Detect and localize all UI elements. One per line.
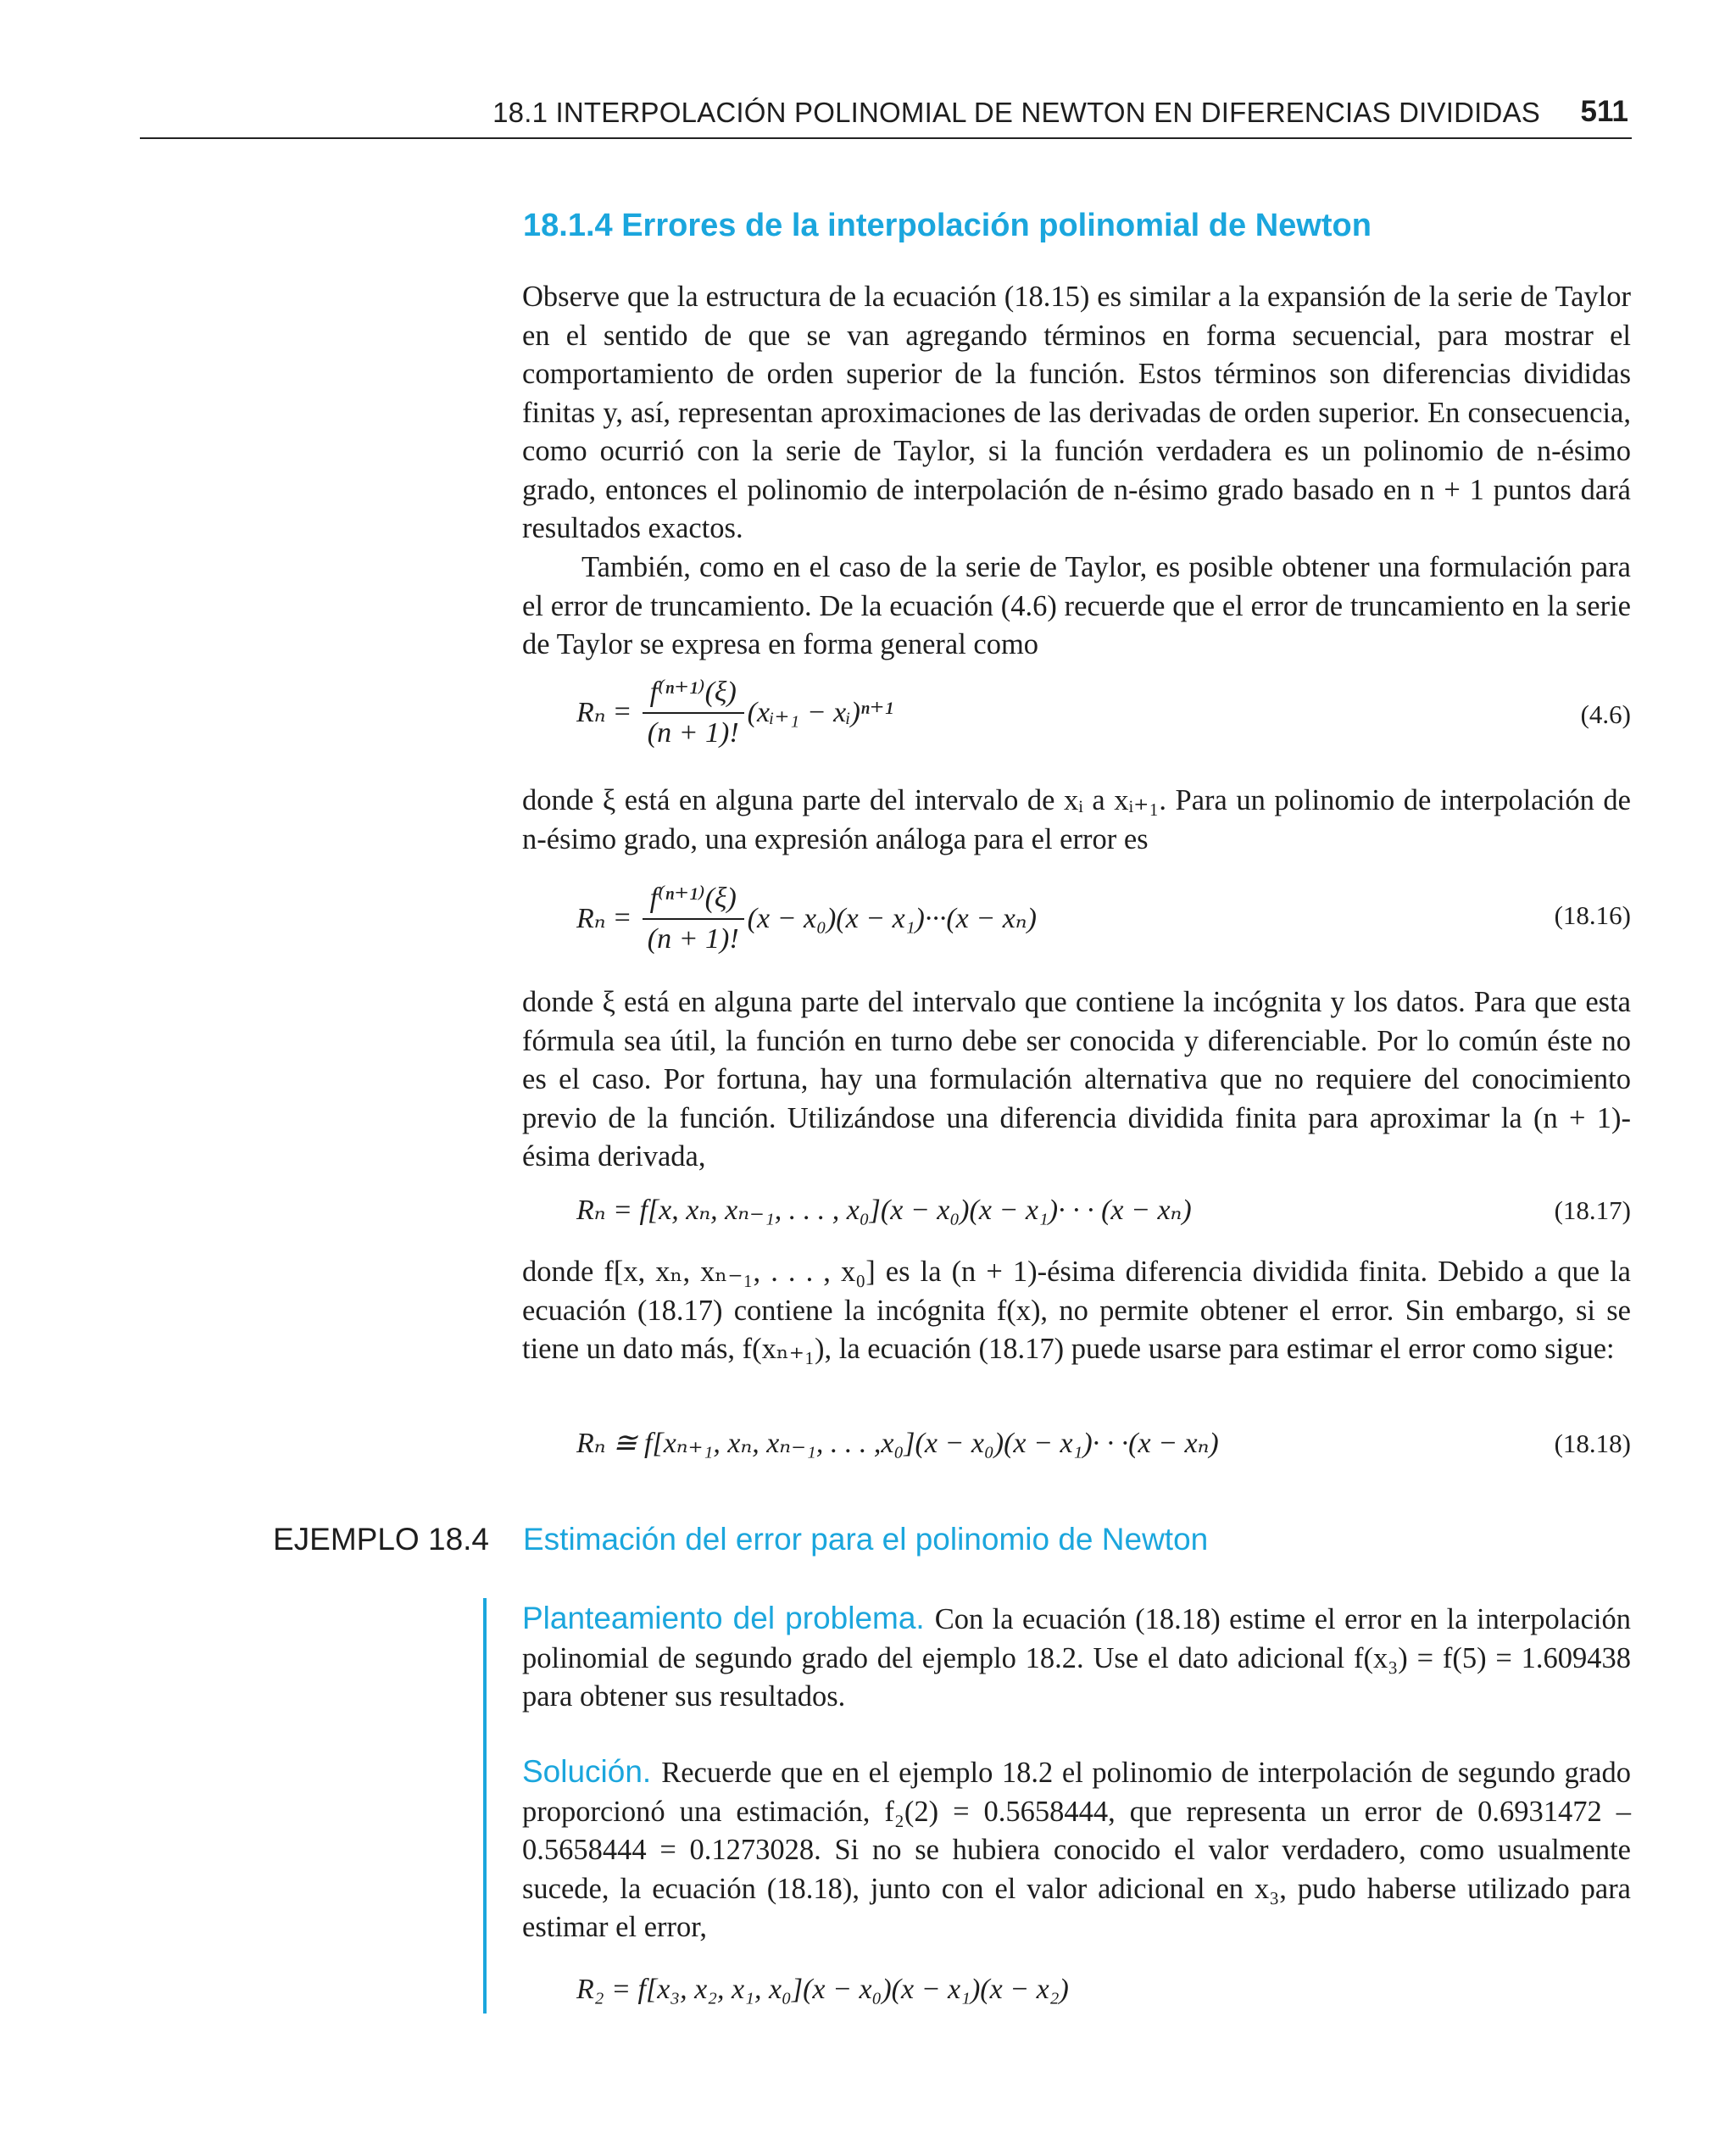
equation-fraction — [643, 675, 744, 749]
equation-number-18-17: (18.17) — [1554, 1195, 1631, 1225]
page-number: 511 — [1580, 95, 1628, 128]
example-accent-bar — [483, 1598, 487, 2014]
example-label: EJEMPLO 18.4 — [273, 1522, 490, 1557]
paragraph-alternative: donde ξ está en alguna parte del intervalo que contiene la incógnita y los datos. Para que esta fórmula sea útil, la función en turno debe ser conocida y diferenciable. Por lo común éste no es el caso. Por fortuna, hay una formulación alternativa que no requiere del conocimiento previo de la función. Utilizándose una diferencia dividida finita para aproximar la (n + 1)-ésima derivada, — [522, 986, 1631, 1172]
equation-number-4-6: (4.6) — [1580, 699, 1631, 729]
equation-18-18: Rₙ ≅ f[xₙ₊₁, xₙ, xₙ₋₁, . . . ,x₀](x − x₀)(x − x₁)· · ·(x − xₙ) — [576, 1428, 1219, 1459]
section-title: 18.1.4 Errores de la interpolación polinomial de Newton — [523, 208, 1372, 243]
equation-rest: (xᵢ₊₁ − xᵢ)ⁿ⁺¹ — [747, 697, 893, 728]
running-header — [140, 93, 1632, 139]
equation-18-17: Rₙ = f[x, xₙ, xₙ₋₁, . . . , x₀](x − x₀)(x − x₁)· · · (x − xₙ) — [576, 1195, 1192, 1226]
equation-number-18-18: (18.18) — [1554, 1429, 1631, 1458]
solution-heading: Solución. — [522, 1754, 652, 1789]
example-solution — [522, 1752, 1631, 1947]
fraction-denominator: (n + 1)! — [643, 712, 744, 749]
solution-text: Recuerde que en el ejemplo 18.2 el polinomio de interpolación de segundo grado proporcionó una estimación, f₂(2) = 0.5658444, que representa un error de 0.6931472 – 0.5658444 = 0.1273028. Si no se hubiera conocido el valor verdadero, como usualmente sucede, la ecuación (18.18), junto con el valor adicional en x₃, pudo haberse utilizado para estimar el error, — [522, 1757, 1631, 1943]
paragraph-intro: Observe que la estructura de la ecuación (18.15) es similar a la expansión de la serie de Taylor en el sentido de que se van agregando términos en forma secuencial, para mostrar el comportamiento de orden superior de la función. Estos términos son diferencias divididas finitas y, así, representan aproximaciones de las derivadas de orden superior. En consecuencia, como ocurrió con la serie de Taylor, si la función verdadera es un polinomio de n-ésimo grado, entonces el polinomio de interpolación de n-ésimo grado basado en n + 1 puntos dará resultados exactos. — [522, 281, 1631, 544]
fraction-denominator: (n + 1)! — [643, 918, 744, 955]
fraction-numerator: f⁽ⁿ⁺¹⁾(ξ) — [649, 677, 737, 708]
equation-fraction — [643, 881, 744, 955]
example-title: Estimación del error para el polinomio de Newton — [523, 1522, 1209, 1557]
equation-r2: R₂ = f[x₃, x₂, x₁, x₀](x − x₀)(x − x₁)(x − x₂) — [576, 1974, 1069, 2005]
equation-lhs: Rₙ — [576, 903, 606, 934]
paragraph-truncation: También, como en el caso de la serie de Taylor, es posible obtener una formulación para el error de truncamiento. De la ecuación (4.6) recuerde que el error de truncamiento en la serie de Taylor se expresa en forma general como — [522, 551, 1631, 660]
header-title: 18.1 INTERPOLACIÓN POLINOMIAL DE NEWTON EN DIFERENCIAS DIVIDIDAS — [492, 97, 1540, 128]
equation-number-18-16: (18.16) — [1554, 900, 1631, 930]
equation-rest: (x − x₀)(x − x₁)···(x − xₙ) — [747, 903, 1037, 934]
equation-4-6: Rₙ = $\frac{\text{f⁽ⁿ⁺¹⁾(ξ)}}{(n + 1)!}$ (xᵢ₊₁ − xᵢ)ⁿ⁺¹ — [576, 677, 893, 749]
problem-heading: Planteamiento del problema. — [522, 1601, 925, 1635]
paragraph-xi-interval: donde ξ está en alguna parte del intervalo de xᵢ a xᵢ₊₁. Para un polinomio de interpolación de n-ésimo grado, una expresión análoga para el error es — [522, 784, 1631, 855]
example-problem — [522, 1599, 1631, 1717]
equation-18-16: Rₙ = $\frac{\text{f⁽ⁿ⁺¹⁾(ξ)}}{(n + 1)!}$ (x − x₀)(x − x₁)···(x − xₙ) — [576, 883, 1037, 955]
fraction-numerator: f⁽ⁿ⁺¹⁾(ξ) — [649, 883, 737, 914]
problem-text: Con la ecuación (18.18) estime el error en la interpolación polinomial de segundo grado del ejemplo 18.2. Use el dato adicional f(x₃) = f(5) = 1.609438 para obtener sus resultados. — [522, 1603, 1631, 1713]
equation-lhs: Rₙ — [576, 697, 606, 728]
paragraph-divided-difference: donde f[x, xₙ, xₙ₋₁, . . . , x₀] es la (n + 1)-ésima diferencia dividida finita. Debido a que la ecuación (18.17) contiene la incógnita f(x), no permite obtener el error. Sin embargo, si se tiene un dato más, f(xₙ₊₁), la ecuación (18.17) puede usarse para estimar el error como sigue: — [522, 1256, 1631, 1365]
